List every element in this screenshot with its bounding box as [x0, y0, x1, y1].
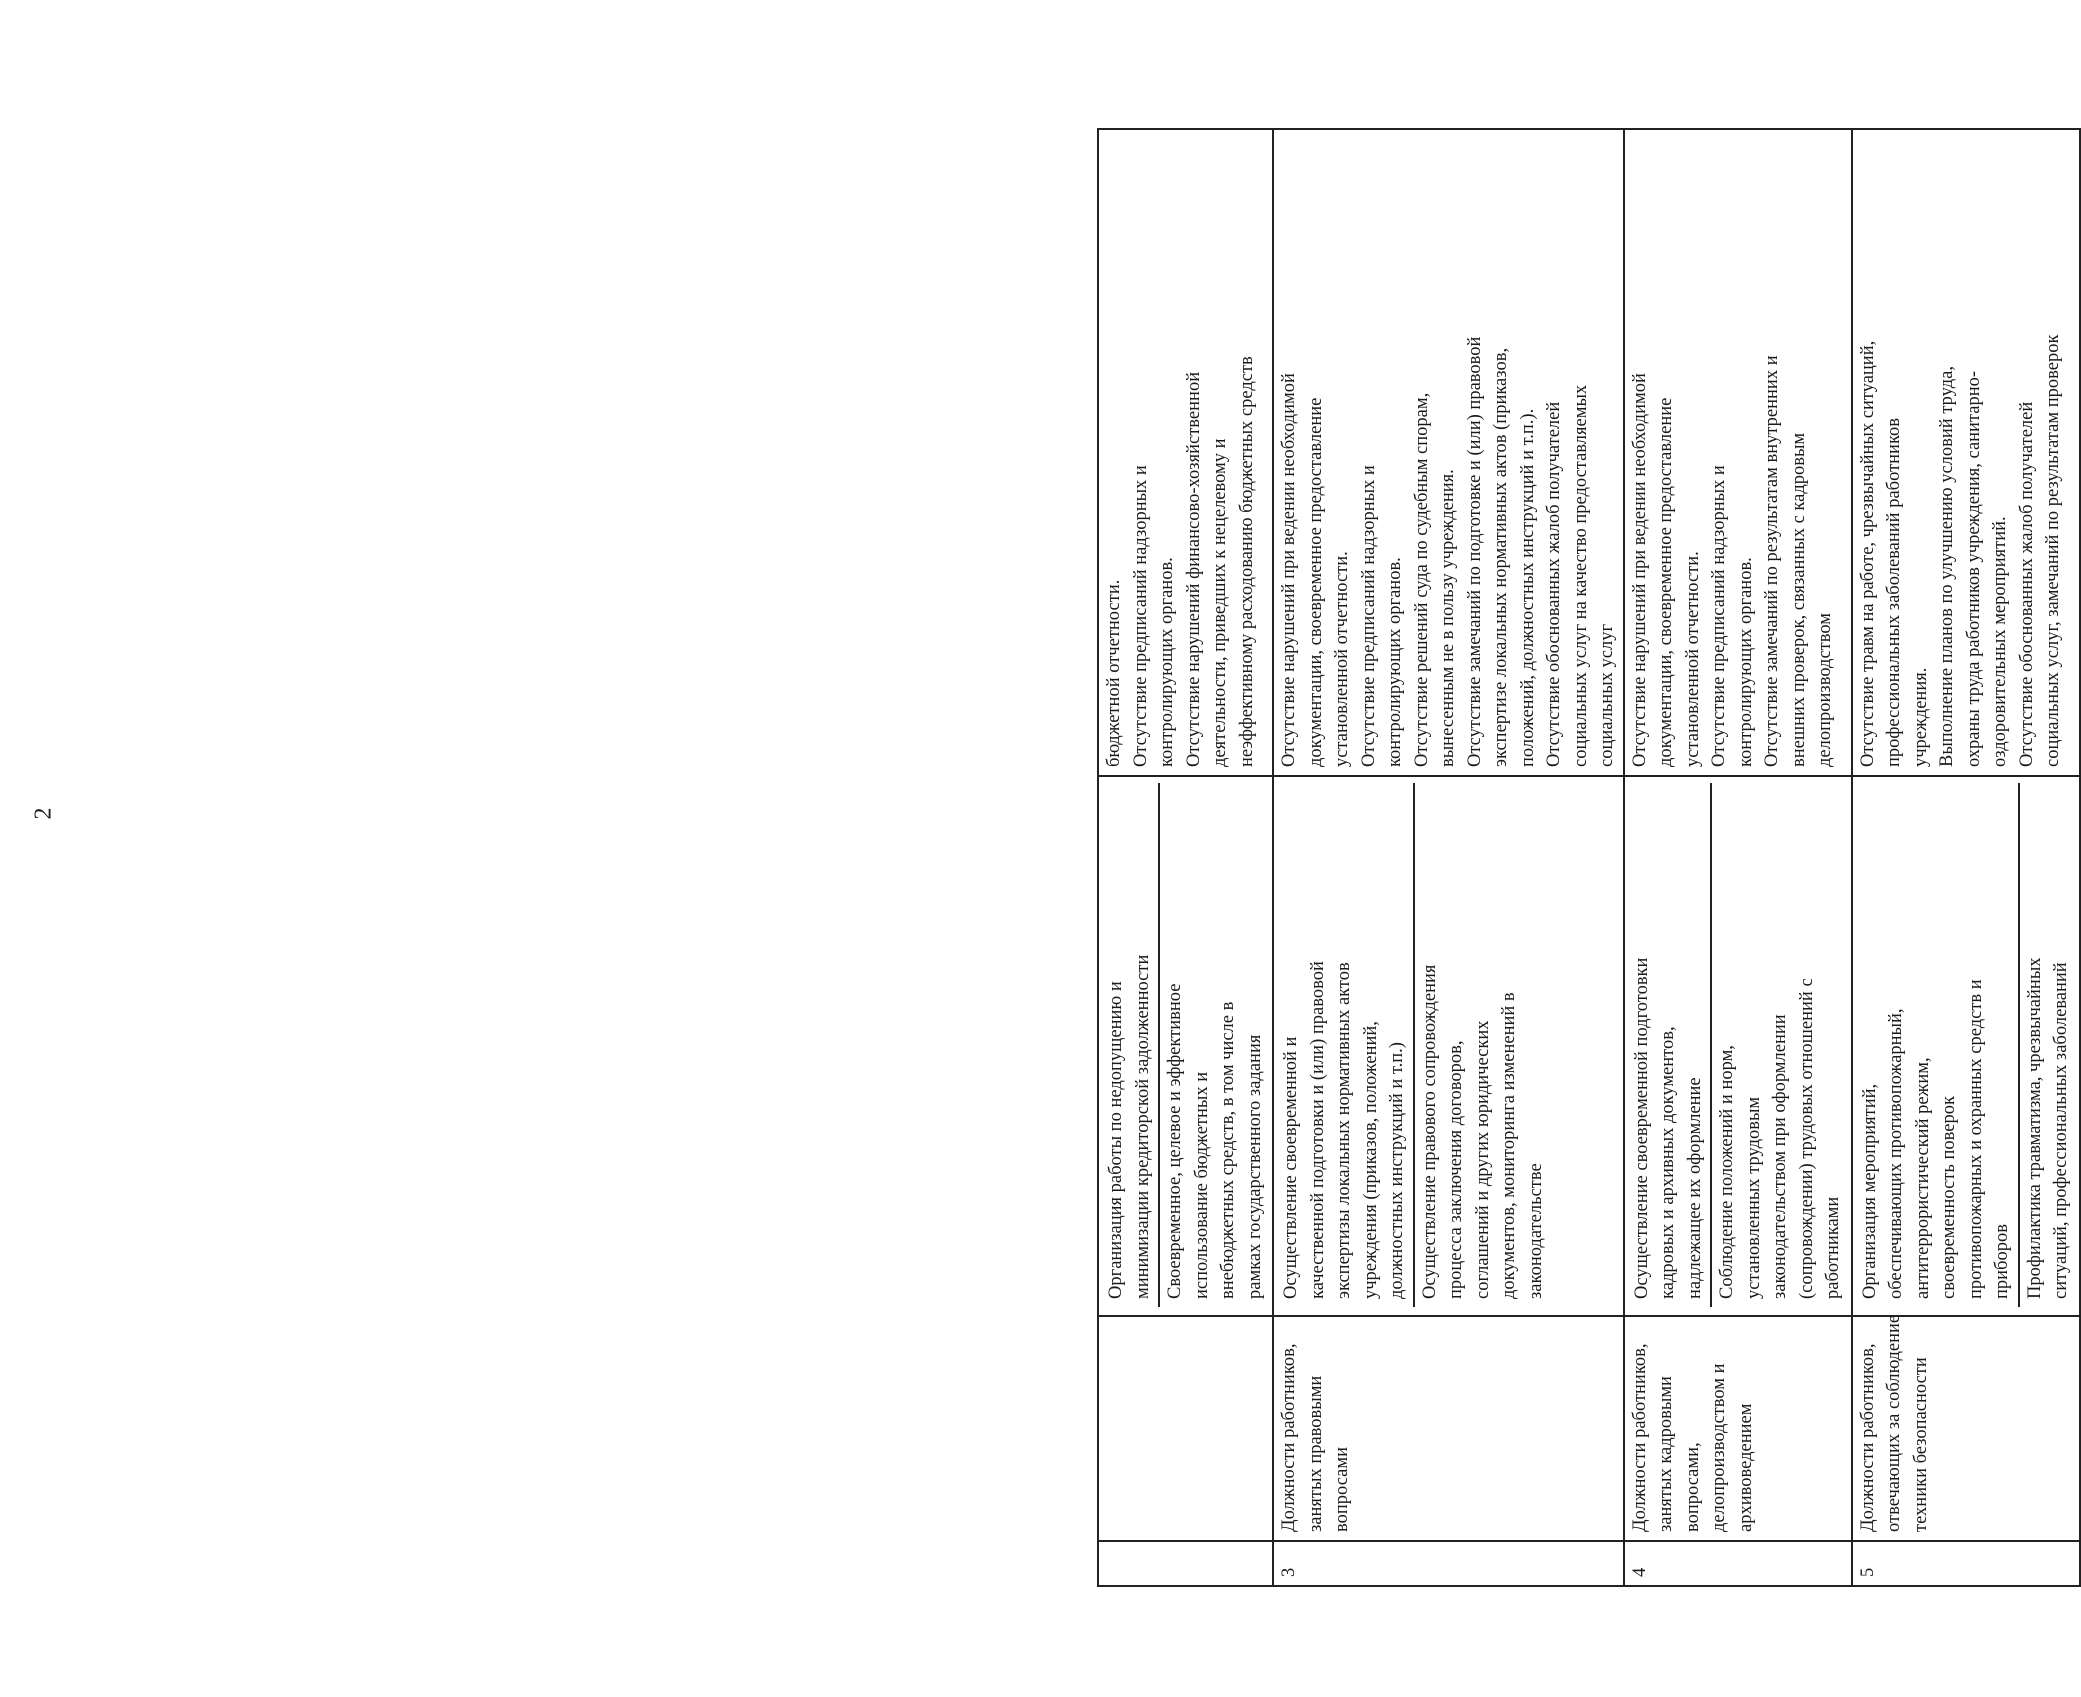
achievements-cell — [1624, 776, 1852, 1316]
criteria-cell: Отсутствие нарушений при ведении необходимой документации, своевременное предоставление установленной отчетности. Отсутствие предписаний надзорных и контролирующих органов. Отсутствие решений суда по судебным спорам, вынесенным не в пользу учреждения. Отсутствие замечаний по подготовке и (или) правовой экспертизе локальных нормативных актов (приказов, положений, должностных инструкций и т.п.). Отсутствие обоснованных жалоб получателей социальных услуг на качество предоставляемых социальных услуг — [1273, 129, 1624, 776]
kpi-table — [1097, 128, 2081, 1587]
achievements-cell — [1852, 776, 2080, 1316]
criteria-cell: бюджетной отчетности. Отсутствие предписаний надзорных и контролирующих органов. Отсутствие нарушений финансово-хозяйственной деятельности, приведших к нецелевому и неэффективному расходованию бюджетных средств — [1098, 129, 1273, 776]
achievement-item: Профилактика травматизма, чрезвычайных ситуаций, профессиональных заболеваний — [2024, 957, 2071, 1299]
position-cell — [1098, 1316, 1273, 1541]
row-number-cell: 4 — [1624, 1541, 1852, 1586]
position-cell: Должности работников, занятых кадровыми вопросами, делопроизводством и архивоведением — [1624, 1316, 1852, 1541]
row-number-cell: 5 — [1852, 1541, 2080, 1586]
achievement-item: Организация работы по недопущению и минимизации кредиторской задолженности — [1101, 783, 1160, 1307]
achievement-item: Соблюдение положений и норм, установленных трудовым законодательством при оформлении (сопровождении) трудовых отношений с работниками — [1717, 978, 1843, 1299]
table-row — [1852, 129, 2080, 1586]
achievement-item: Своевременное, целевое и эффективное использование бюджетных и внебюджетных средств, в том числе в рамках государственного задания — [1165, 983, 1265, 1299]
criteria-cell: Отсутствие нарушений при ведении необходимой документации, своевременное предоставление установленной отчетности. Отсутствие предписаний надзорных и контролирующих органов. Отсутствие замечаний по результатам внутренних и внешних проверок, связанных с кадровым делопроизводством — [1624, 129, 1852, 776]
position-cell: Должности работников, отвечающих за соблюдение техники безопасности — [1852, 1316, 2080, 1541]
achievement-item: Организация мероприятий, обеспечивающих противопожарный, антитеррористический режим, своевременность поверок противопожарных и охранных средств и приборов — [1855, 783, 2020, 1307]
row-number-cell: 3 — [1273, 1541, 1624, 1586]
achievement-item: Осуществление своевременной и качественной подготовки и (или) правовой экспертизы локальных нормативных актов учреждения (приказов, положений, должностных инструкций и т.п.) — [1276, 783, 1415, 1307]
achievement-item: Осуществление своевременной подготовки кадровых и архивных документов, надлежащее их оформление — [1627, 783, 1713, 1307]
row-number-cell — [1098, 1541, 1273, 1586]
table-row — [1098, 129, 1273, 1586]
rotated-table-wrapper — [1097, 130, 2071, 1587]
position-cell: Должности работников, занятых правовыми вопросами — [1273, 1316, 1624, 1541]
table-row — [1624, 129, 1852, 1586]
table-row — [1273, 129, 1624, 1586]
page-number: 2 — [30, 807, 57, 820]
criteria-cell: Отсутствие травм на работе, чрезвычайных ситуаций, профессиональных заболеваний работников учреждения. Выполнение планов по улучшению условий труда, охраны труда работников учреждения, санитарно- оздоровительных мероприятий. Отсутствие обоснованных жалоб получателей социальных услуг, замечаний по результатам проверок — [1852, 129, 2080, 776]
achievement-item: Осуществление правового сопровождения процесса заключения договоров, соглашений и других юридических документов, мониторинга изменений в законодательстве — [1419, 964, 1546, 1299]
achievements-cell — [1098, 776, 1273, 1316]
achievements-cell — [1273, 776, 1624, 1316]
